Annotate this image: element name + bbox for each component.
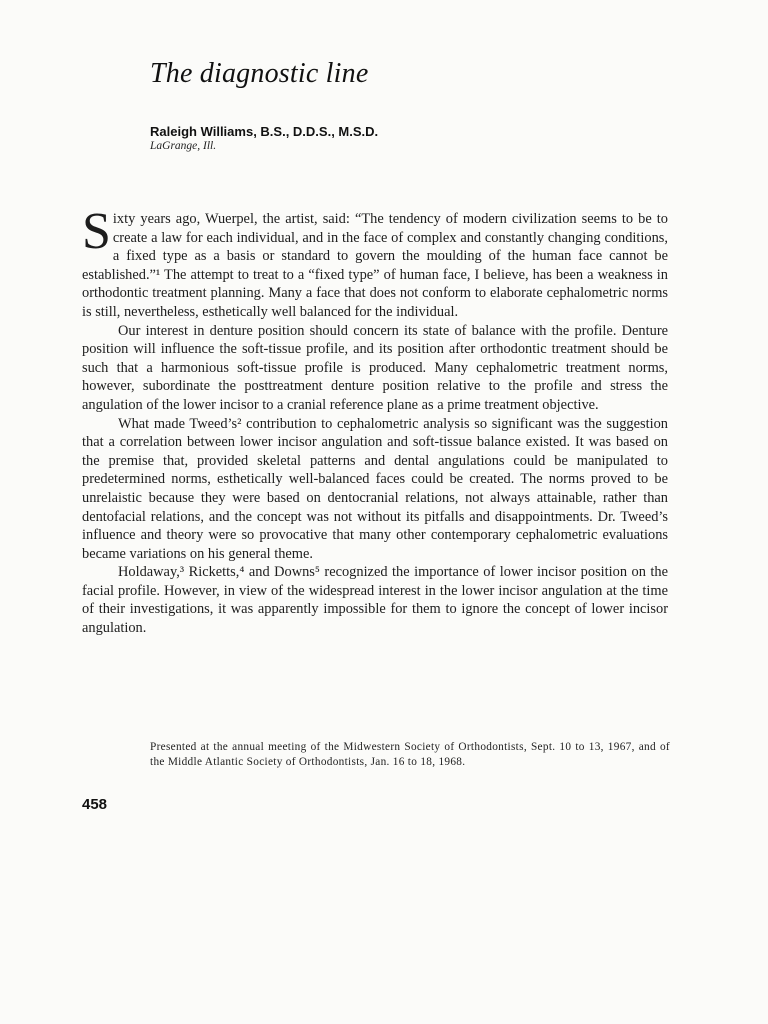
page-number: 458 bbox=[82, 796, 108, 813]
article-title: The diagnostic line bbox=[150, 58, 369, 89]
paragraph-2: Our interest in denture position should concern its state of balance with the profile. Denture position will influence the soft-tissue profile, and its position after orthodontic treatment should be such that a harmonious soft-tissue profile is produced. Many cephalometric treatment norms, however, subordinate the posttreatment denture position relative to the profile and stress the angulation of the lower incisor to a cranial reference plane as a prime treatment objective. bbox=[82, 322, 668, 413]
paragraph-1 bbox=[82, 203, 668, 322]
article-body bbox=[82, 203, 668, 638]
footnote: Presented at the annual meeting of the Midwestern Society of Orthodontists, Sept. 10 to 13, 1967, and of the Middle Atlantic Society of Orthodontists, Jan. 16 to 18, 1968. bbox=[150, 741, 670, 768]
paragraph-1-text: ixty years ago, Wuerpel, the artist, said: “The tendency of modern civilization seems to be to create a law for each individual, and in the face of complex and constantly changing conditions, a fixed type as a basis or standard to govern the moulding of the human face cannot be established.”¹ The attempt to treat to a “fixed type” of human face, I believe, has been a weakness in orthodontic treatment planning. Many a face that does not conform to elaborate cephalometric norms is still, nevertheless, esthetically well balanced for the individual. bbox=[82, 211, 668, 320]
paragraph-4: Holdaway,³ Ricketts,⁴ and Downs⁵ recognized the importance of lower incisor position on the facial profile. However, in view of the widespread interest in the lower incisor angulation at the time of their investigations, it was apparently impossible for them to ignore the concept of lower incisor angulation. bbox=[82, 564, 668, 637]
paragraph-3: What made Tweed’s² contribution to cephalometric analysis so significant was the suggestion that a correlation between lower incisor angulation and soft-tissue balance existed. It was based on the premise that, provided skeletal patterns and dental angulations could be manipulated to predetermined norms, esthetically well-balanced faces could be created. The norms proved to be unrelaistic because they were based on dentocranial relations, not always attainable, rather than dentofacial relations, and the concept was not without its pitfalls and disappointments. Dr. Tweed’s influence and theory were so provocative that many other contemporary cephalometric evaluations became variations on his general theme. bbox=[82, 415, 668, 562]
author-name: Raleigh Williams, B.S., D.D.S., M.S.D. bbox=[150, 124, 379, 139]
drop-cap: S bbox=[82, 203, 111, 260]
author-location: LaGrange, Ill. bbox=[150, 140, 217, 152]
